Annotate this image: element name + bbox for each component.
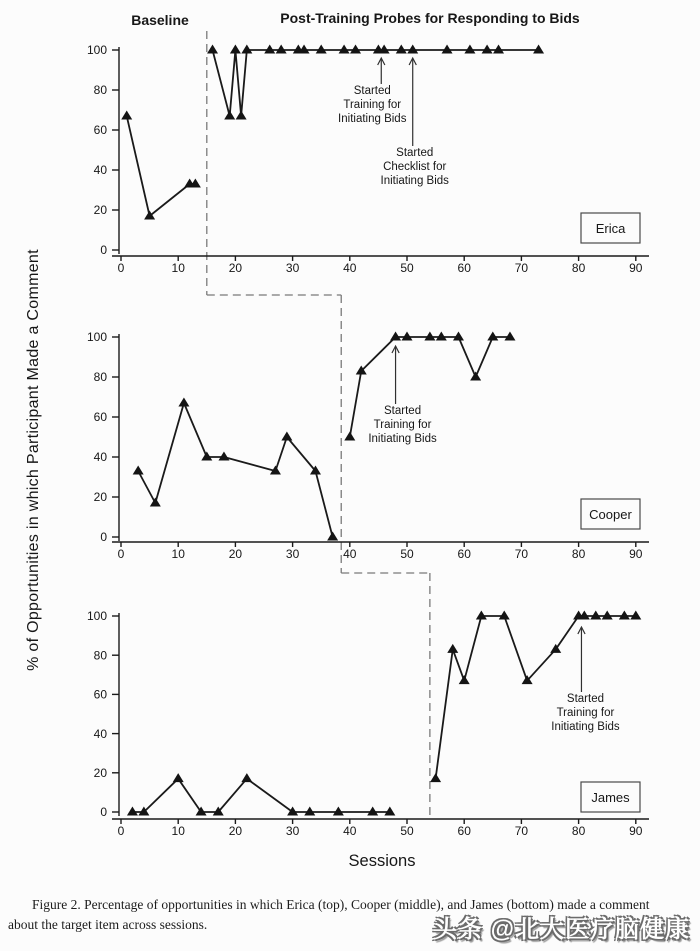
y-axis xyxy=(87,609,119,819)
y-tick-label: 40 xyxy=(93,450,107,465)
series-line-baseline xyxy=(138,403,332,537)
data-point-marker xyxy=(482,45,493,54)
data-point-marker xyxy=(333,807,344,816)
panels xyxy=(87,43,649,838)
y-tick-label: 80 xyxy=(93,648,107,663)
data-point-marker xyxy=(327,532,338,541)
caption-line-1: Figure 2. Percentage of opportunities in which Erica (top), Cooper (middle), and James (bottom) made a comment xyxy=(32,897,650,912)
y-tick-label: 20 xyxy=(93,766,107,780)
series-line-post-training-probes xyxy=(436,616,636,779)
data-point-marker xyxy=(236,111,247,120)
data-point-marker xyxy=(430,773,441,782)
y-tick-label: 80 xyxy=(93,370,107,385)
data-point-marker xyxy=(173,773,184,782)
data-point-marker xyxy=(287,807,298,816)
data-point-marker xyxy=(630,611,641,620)
x-tick-label: 40 xyxy=(343,824,357,838)
data-point-marker xyxy=(533,45,544,54)
data-point-marker xyxy=(487,332,498,341)
data-point-marker xyxy=(178,398,189,407)
data-point-marker xyxy=(150,498,161,507)
data-point-marker xyxy=(504,332,515,341)
data-point-marker xyxy=(241,773,252,782)
x-tick-label: 90 xyxy=(629,261,643,275)
data-point-marker xyxy=(590,611,601,620)
data-point-marker xyxy=(396,45,407,54)
x-tick-label: 80 xyxy=(571,547,586,561)
annotation-text: Initiating Bids xyxy=(368,433,437,445)
series-line-baseline xyxy=(127,116,196,216)
x-tick-label: 50 xyxy=(400,824,414,838)
cooper-panel xyxy=(87,330,649,561)
x-tick-label: 50 xyxy=(400,261,414,275)
participant-label: Erica xyxy=(595,221,626,236)
erica-panel xyxy=(87,43,649,275)
data-point-marker xyxy=(402,332,413,341)
x-tick-label: 80 xyxy=(571,824,586,838)
data-point-marker xyxy=(447,644,458,653)
participant-label: Cooper xyxy=(589,507,632,522)
annotation-text: Started xyxy=(384,405,422,417)
y-tick-label: 0 xyxy=(100,805,107,820)
x-axis-title: Sessions xyxy=(348,852,416,870)
x-tick-label: 70 xyxy=(514,261,529,275)
data-point-marker xyxy=(224,111,235,120)
data-point-marker xyxy=(127,807,138,816)
x-tick-label: 0 xyxy=(117,824,125,838)
y-tick-label: 60 xyxy=(93,410,107,425)
data-point-marker xyxy=(384,807,395,816)
data-point-marker xyxy=(339,45,350,54)
x-tick-label: 0 xyxy=(117,547,125,561)
annotation-text: Training for xyxy=(343,99,402,111)
data-point-marker xyxy=(276,45,287,54)
x-tick-label: 10 xyxy=(171,824,185,838)
data-point-marker xyxy=(453,332,464,341)
data-point-marker xyxy=(121,111,132,120)
series-line-baseline xyxy=(132,779,389,812)
annotation-text: Started xyxy=(353,85,391,97)
annotation-text: Initiating Bids xyxy=(338,113,407,125)
data-point-marker xyxy=(304,807,315,816)
data-point-marker xyxy=(619,611,630,620)
x-tick-label: 20 xyxy=(228,824,243,838)
x-tick-label: 20 xyxy=(228,547,243,561)
y-tick-label: 80 xyxy=(93,83,107,98)
data-point-marker xyxy=(493,45,504,54)
data-point-marker xyxy=(264,45,275,54)
x-tick-label: 20 xyxy=(228,261,243,275)
x-tick-label: 80 xyxy=(571,261,586,275)
y-tick-label: 0 xyxy=(100,243,107,258)
annotation-text: Training for xyxy=(373,419,432,431)
data-point-marker xyxy=(602,611,613,620)
x-tick-label: 30 xyxy=(285,261,300,275)
x-tick-label: 10 xyxy=(171,547,185,561)
data-point-marker xyxy=(424,332,435,341)
participant-label: James xyxy=(591,790,630,805)
annotation-text: Initiating Bids xyxy=(380,175,449,187)
data-point-marker xyxy=(218,452,229,461)
x-tick-label: 70 xyxy=(514,824,529,838)
x-axis xyxy=(112,542,649,561)
x-tick-label: 10 xyxy=(171,261,185,275)
y-tick-label: 40 xyxy=(93,163,107,178)
data-point-marker xyxy=(133,466,144,475)
x-axis xyxy=(112,819,649,838)
watermark: 头条 @北大医疗脑健康 xyxy=(432,916,690,943)
y-tick-label: 20 xyxy=(93,203,107,218)
y-tick-label: 100 xyxy=(86,330,107,345)
data-point-marker xyxy=(241,45,252,54)
annotation xyxy=(368,346,437,445)
data-point-marker xyxy=(459,675,470,684)
y-tick-label: 0 xyxy=(100,530,107,545)
x-tick-label: 60 xyxy=(457,261,471,275)
x-axis xyxy=(112,256,649,275)
x-tick-label: 0 xyxy=(117,261,125,275)
post-training-phase-label: Post-Training Probes for Responding to Bids xyxy=(280,10,580,26)
y-tick-label: 60 xyxy=(93,123,107,138)
y-axis xyxy=(87,43,119,257)
x-tick-label: 50 xyxy=(400,547,414,561)
annotation-text: Checklist for xyxy=(383,161,447,173)
y-tick-label: 20 xyxy=(93,490,107,505)
data-point-marker xyxy=(390,332,401,341)
data-point-marker xyxy=(436,332,447,341)
y-tick-label: 100 xyxy=(86,43,107,58)
annotation xyxy=(551,627,620,733)
annotation-text: Started xyxy=(566,693,604,705)
y-axis xyxy=(87,330,119,544)
y-tick-label: 100 xyxy=(86,609,107,624)
data-point-marker xyxy=(230,45,241,54)
data-point-marker xyxy=(281,432,292,441)
x-tick-label: 40 xyxy=(343,547,357,561)
data-point-marker xyxy=(464,45,475,54)
baseline-phase-label: Baseline xyxy=(131,12,189,28)
y-axis-title: % of Opportunities in which Participant Made a Comment xyxy=(25,249,42,671)
y-tick-label: 60 xyxy=(93,687,107,702)
james-panel xyxy=(87,609,649,838)
data-point-marker xyxy=(442,45,453,54)
data-point-marker xyxy=(407,45,418,54)
annotation-text: Initiating Bids xyxy=(551,721,620,733)
data-point-marker xyxy=(201,452,212,461)
y-tick-label: 40 xyxy=(93,726,107,741)
data-point-marker xyxy=(207,45,218,54)
caption-line-2: about the target item across sessions. xyxy=(8,917,208,932)
x-tick-label: 30 xyxy=(285,824,300,838)
data-point-marker xyxy=(476,611,487,620)
data-point-marker xyxy=(499,611,510,620)
x-tick-label: 90 xyxy=(629,824,643,838)
data-point-marker xyxy=(367,807,378,816)
data-point-marker xyxy=(350,45,361,54)
x-tick-label: 40 xyxy=(343,261,357,275)
x-tick-label: 90 xyxy=(629,547,643,561)
data-point-marker xyxy=(470,372,481,381)
data-point-marker xyxy=(344,432,355,441)
x-tick-label: 70 xyxy=(514,547,529,561)
annotation-text: Started xyxy=(396,147,434,159)
x-tick-label: 60 xyxy=(457,824,471,838)
annotation xyxy=(338,58,407,125)
x-tick-label: 60 xyxy=(457,547,471,561)
x-tick-label: 30 xyxy=(285,547,300,561)
data-point-marker xyxy=(316,45,327,54)
annotation-text: Training for xyxy=(556,707,615,719)
